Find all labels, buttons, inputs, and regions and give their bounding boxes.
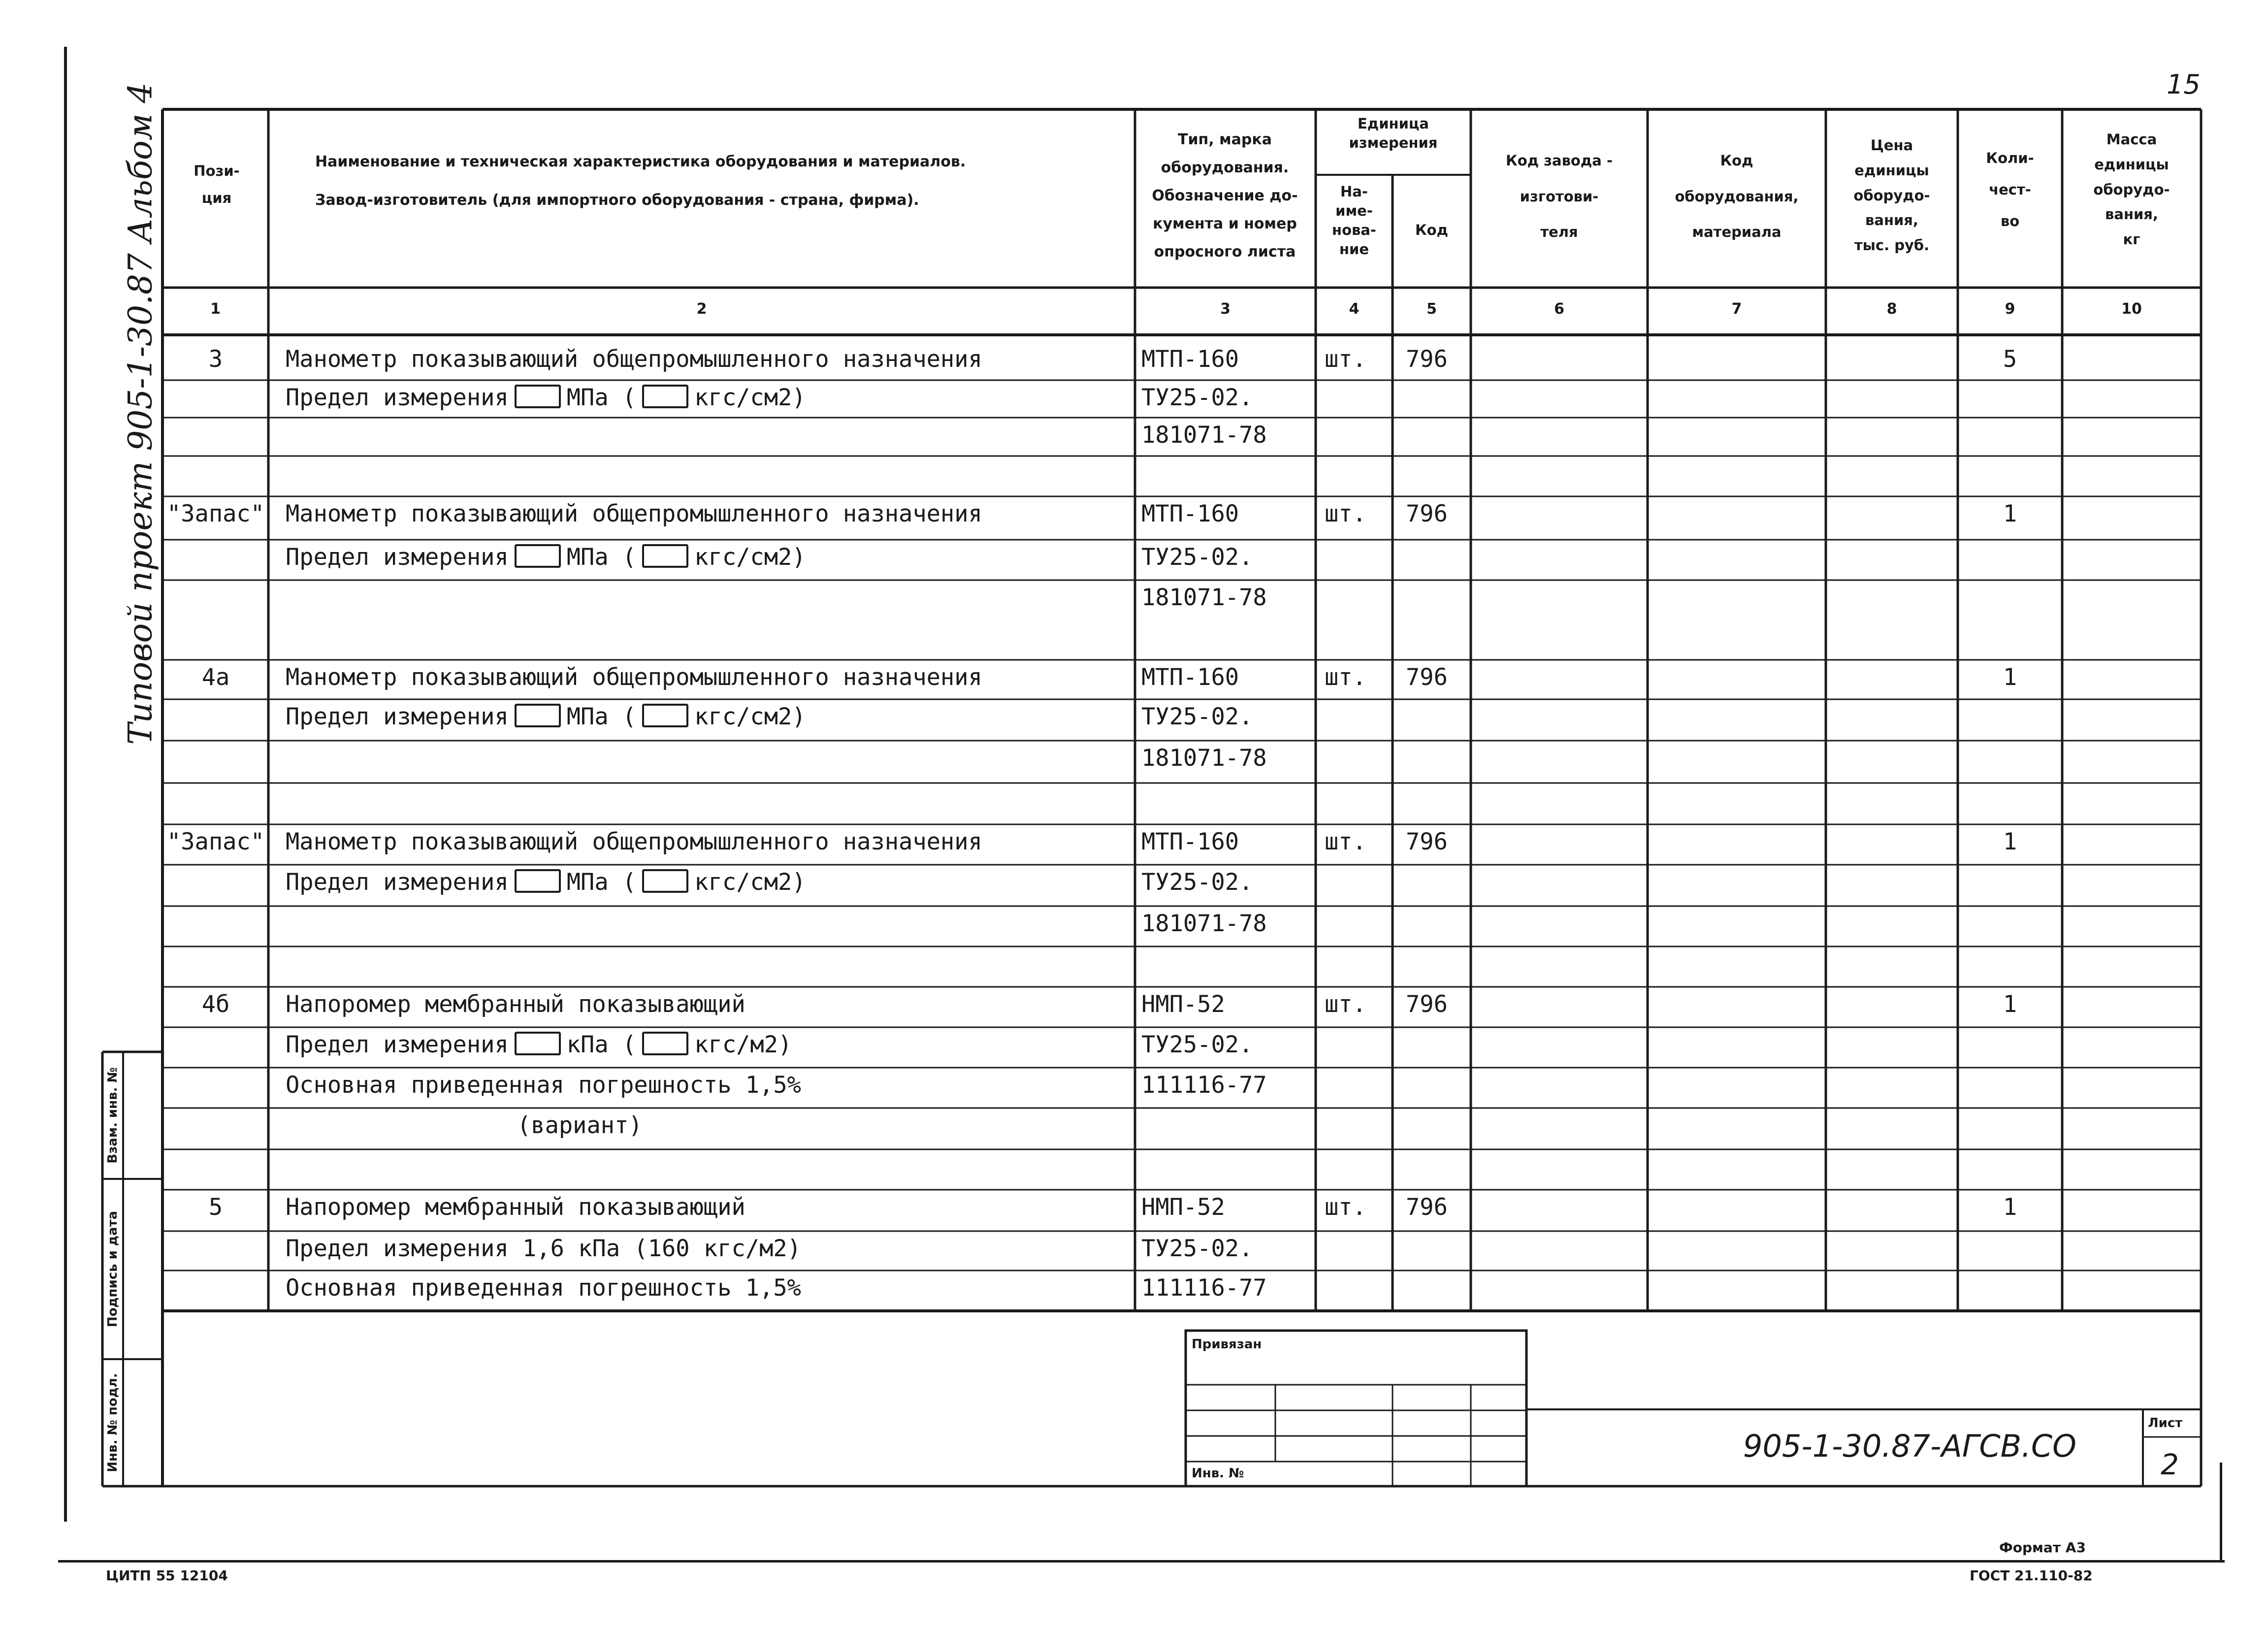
cell-pos: "Запас" [166, 828, 265, 855]
cell-code: 796 [1406, 664, 1448, 691]
range-label: Предел измерения [286, 384, 509, 411]
header-mass-line1: Масса [2106, 131, 2157, 148]
column-number: 3 [1220, 300, 1231, 318]
column-number: 4 [1349, 300, 1360, 318]
cell-type: ТУ25-02. [1141, 544, 1253, 571]
cell-name: Напоромер мембранный показывающий [286, 1194, 745, 1221]
column-number: 5 [1426, 300, 1437, 318]
header-quantity-line3: во [2000, 212, 2020, 229]
cell-unit: шт. [1325, 828, 1366, 855]
header-quantity-line2: чест- [1989, 181, 2031, 198]
range-label: Предел измерения [286, 544, 509, 571]
cell-code: 796 [1406, 346, 1448, 373]
range-unit-alt: кгс/см2) [694, 384, 806, 411]
side-title: Типовой проект 905-1-30.87 Альбом 4 [121, 82, 160, 745]
header-type-line5: опросного листа [1154, 243, 1296, 261]
header-type-line1: Тип, марка [1178, 131, 1272, 148]
cell-type: ТУ25-02. [1141, 1031, 1253, 1058]
cell-unit: шт. [1325, 664, 1366, 691]
cell-unit: шт. [1325, 500, 1366, 527]
cell-pos: 4б [201, 991, 230, 1018]
cell-type: ТУ25-02. [1141, 869, 1253, 896]
cell-qty: 1 [2003, 828, 2017, 855]
cell-type: МТП-160 [1141, 828, 1239, 855]
cell-name: Манометр показывающий общепромышленного назначения [286, 664, 982, 691]
range-unit: МПа ( [566, 544, 637, 571]
cell-pos: 3 [208, 346, 223, 373]
header-unit-name-line4: ние [1339, 241, 1369, 258]
stamp-list-label: Лист [2148, 1416, 2183, 1431]
header-equipment-code-line1: Код [1720, 152, 1753, 169]
cell-type: НМП-52 [1141, 1194, 1225, 1221]
margin-label-signature-date: Подпись и дата [105, 1210, 120, 1328]
cell-type: ТУ25-02. [1141, 703, 1253, 730]
cell-qty: 1 [2003, 664, 2017, 691]
cell-name: Манометр показывающий общепромышленного назначения [286, 828, 982, 855]
header-type-line2: оборудования. [1161, 159, 1289, 176]
stamp-list-number: 2 [2161, 1448, 2179, 1481]
cell-code: 796 [1406, 1194, 1448, 1221]
header-type-line4: кумента и номер [1153, 215, 1297, 232]
cell-unit: шт. [1325, 346, 1366, 373]
column-number: 10 [2121, 300, 2142, 318]
footer-gost: ГОСТ 21.110-82 [1970, 1567, 2093, 1584]
cell-type: 111116-77 [1141, 1274, 1267, 1302]
column-number: 6 [1554, 300, 1564, 318]
cell-qty: 5 [2003, 346, 2017, 373]
cell-name: Напоромер мембранный показывающий [286, 991, 745, 1018]
header-mass-line2: единицы [2094, 156, 2169, 173]
header-plant-code-line3: теля [1540, 224, 1578, 240]
cell-code: 796 [1406, 500, 1448, 527]
header-quantity-line1: Коли- [1986, 150, 2034, 166]
document-code: 905-1-30.87-АГСВ.СО [1743, 1428, 2076, 1464]
cell-type: 181071-78 [1141, 422, 1267, 449]
stamp-inv-no: Инв. № [1192, 1466, 1244, 1481]
cell-type: 181071-78 [1141, 745, 1267, 772]
cell-type: 181071-78 [1141, 910, 1267, 937]
cell-name: (вариант) [517, 1112, 643, 1139]
footer-format: Формат А3 [1999, 1539, 2086, 1556]
range-unit-alt: кгс/см2) [694, 703, 806, 730]
range-label: Предел измерения [286, 1031, 509, 1058]
range-label: Предел измерения [286, 703, 509, 730]
cell-qty: 1 [2003, 1194, 2017, 1221]
column-number: 1 [210, 300, 221, 318]
margin-label-original-inv: Инв. № подл. [105, 1373, 120, 1472]
range-unit: МПа ( [566, 703, 637, 730]
header-unit-code: Код [1415, 222, 1449, 238]
header-type-line3: Обозначение до- [1152, 187, 1298, 204]
column-number: 8 [1886, 300, 1897, 318]
cell-type: 111116-77 [1141, 1072, 1267, 1099]
header-unit-line2: измерения [1349, 134, 1438, 152]
cell-name: Предел измерения 1,6 кПа (160 кгс/м2) [286, 1235, 801, 1262]
footer-left: ЦИТП 55 12104 [106, 1567, 228, 1584]
header-price-line2: единицы [1854, 162, 1929, 179]
cell-name: Основная приведенная погрешность 1,5% [286, 1072, 801, 1099]
cell-qty: 1 [2003, 500, 2017, 527]
cell-type: МТП-160 [1141, 346, 1239, 373]
cell-name: Манометр показывающий общепромышленного назначения [286, 500, 982, 527]
header-plant-code-line2: изготови- [1520, 188, 1599, 205]
header-unit-line1: Единица [1358, 115, 1429, 132]
range-label: Предел измерения [286, 869, 509, 896]
range-unit-alt: кгс/м2) [694, 1031, 792, 1058]
cell-pos: 4а [201, 664, 230, 691]
header-mass-line5: кг [2123, 231, 2140, 248]
range-unit: МПа ( [566, 869, 637, 896]
header-mass-line4: вания, [2105, 206, 2158, 223]
cell-pos: 5 [208, 1194, 223, 1221]
range-unit-alt: кгс/см2) [694, 544, 806, 571]
cell-name: Основная приведенная погрешность 1,5% [286, 1274, 801, 1302]
header-name-line1: Наименование и техническая характеристика оборудования и материалов. [315, 153, 966, 170]
range-unit-alt: кгс/см2) [694, 869, 806, 896]
cell-name: Манометр показывающий общепромышленного назначения [286, 346, 982, 373]
range-unit: МПа ( [566, 384, 637, 411]
header-plant-code-line1: Код завода - [1506, 152, 1613, 169]
header-position-line1: Пози- [194, 163, 240, 179]
cell-code: 796 [1406, 991, 1448, 1018]
cell-pos: "Запас" [166, 500, 265, 527]
header-name-line2: Завод-изготовитель (для импортного оборудования - страна, фирма). [315, 191, 919, 209]
cell-qty: 1 [2003, 991, 2017, 1018]
margin-label-replace-inv: Взам. инв. № [105, 1067, 120, 1164]
sheet-corner-mark: 15 [2167, 69, 2201, 100]
cell-type: МТП-160 [1141, 664, 1239, 691]
cell-type: НМП-52 [1141, 991, 1225, 1018]
header-equipment-code-line3: материала [1692, 224, 1782, 240]
header-unit-name-line1: На- [1340, 183, 1368, 200]
header-unit-name-line2: име- [1335, 202, 1373, 220]
cell-type: 181071-78 [1141, 584, 1267, 611]
column-number: 9 [2005, 300, 2015, 318]
cell-unit: шт. [1325, 991, 1366, 1018]
header-equipment-code-line2: оборудования, [1675, 188, 1799, 205]
cell-type: МТП-160 [1141, 500, 1239, 527]
cell-type: ТУ25-02. [1141, 1235, 1253, 1262]
stamp-privyazan: Привязан [1192, 1337, 1262, 1352]
cell-unit: шт. [1325, 1194, 1366, 1221]
header-price-line4: вания, [1865, 212, 1918, 229]
column-number: 7 [1731, 300, 1742, 318]
cell-code: 796 [1406, 828, 1448, 855]
cell-type: ТУ25-02. [1141, 384, 1253, 411]
range-unit: кПа ( [566, 1031, 637, 1058]
header-position-line2: ция [201, 190, 232, 207]
column-number: 2 [696, 300, 707, 318]
header-price-line3: оборудо- [1853, 187, 1930, 204]
header-mass-line3: оборудо- [2093, 181, 2170, 198]
header-price-line5: тыс. руб. [1854, 237, 1930, 254]
header-price-line1: Цена [1870, 137, 1913, 154]
header-unit-name-line3: нова- [1332, 222, 1376, 239]
